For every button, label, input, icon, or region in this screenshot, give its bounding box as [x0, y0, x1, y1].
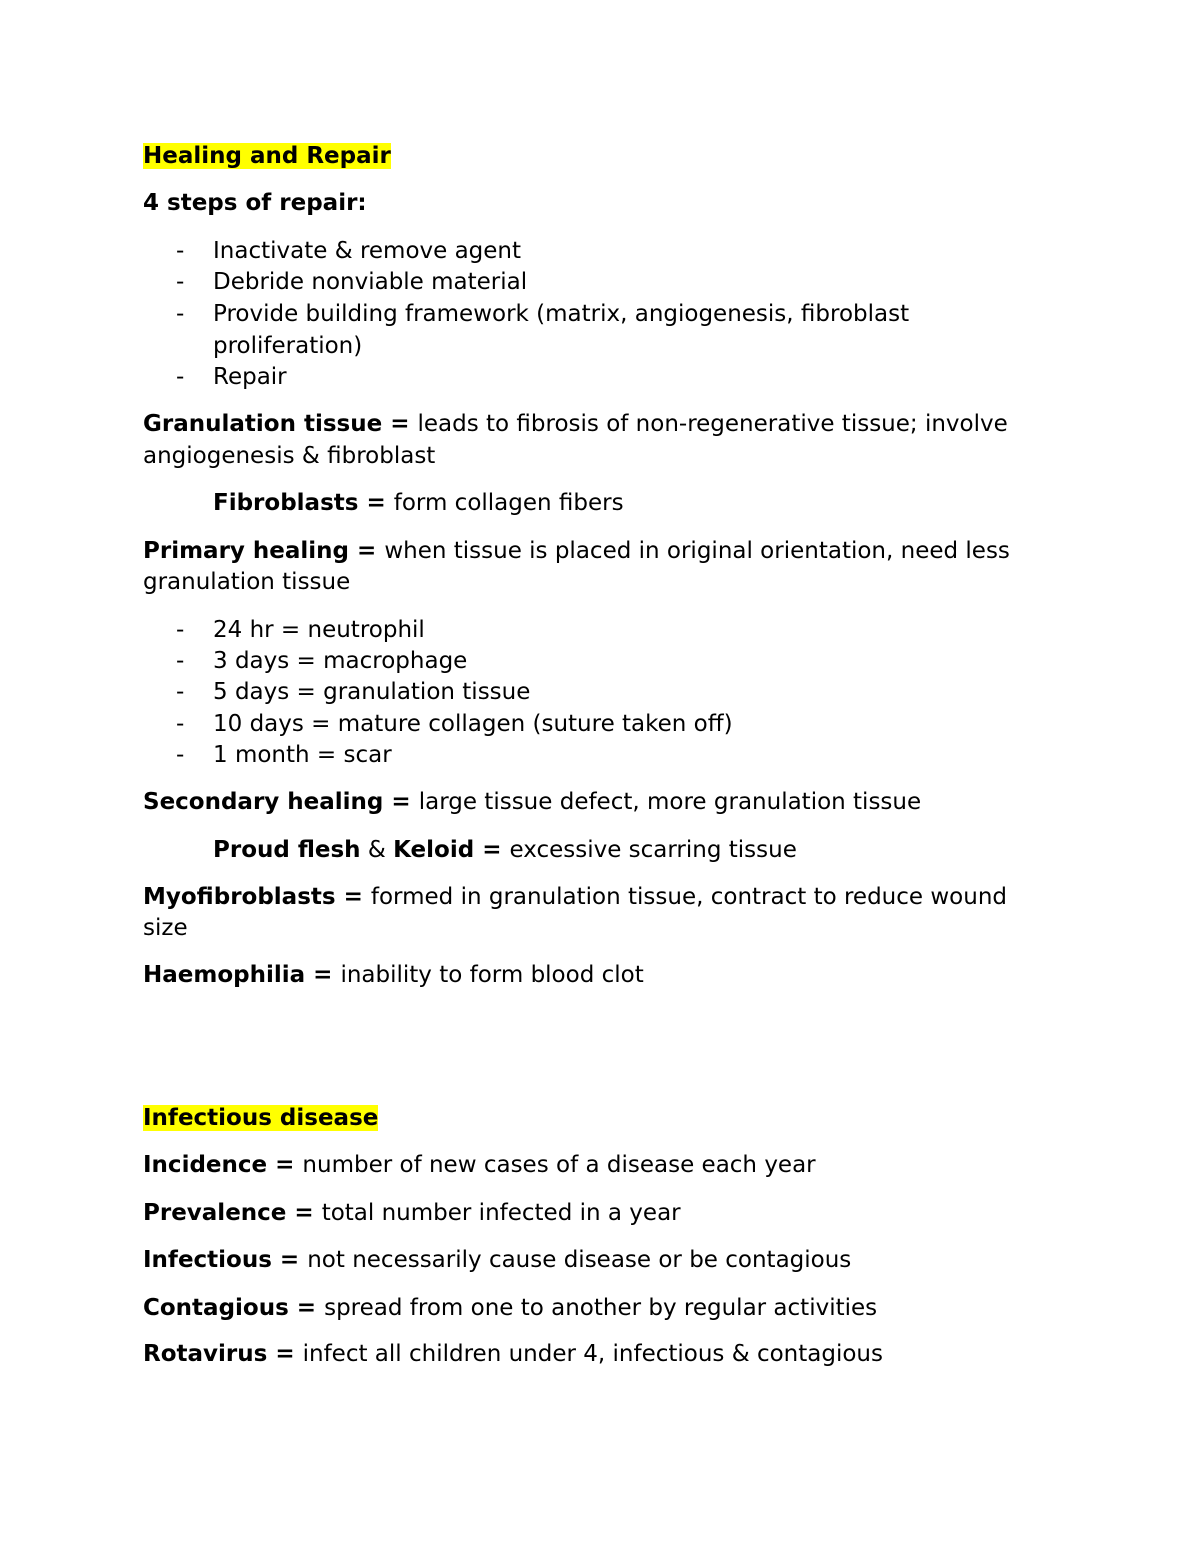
list-item: Repair: [213, 364, 287, 390]
definition-proud-flesh-keloid: [213, 834, 1113, 866]
heading-highlight: Healing and Repair: [143, 143, 391, 169]
term: Myofibroblasts: [143, 884, 336, 910]
bullet-marker: -: [176, 742, 185, 768]
definition-secondary-healing: [143, 786, 1043, 818]
equals: =: [358, 490, 394, 516]
bullet-marker: -: [176, 238, 185, 264]
definition-continuation: [143, 566, 1043, 598]
definition-text: size: [143, 915, 188, 941]
equals: =: [267, 1152, 303, 1178]
equals: =: [288, 1295, 325, 1321]
equals: =: [349, 538, 385, 564]
heading-highlight: Infectious disease: [143, 1105, 379, 1131]
term: Haemophilia: [143, 962, 306, 988]
definition-fibroblasts: [213, 487, 1113, 519]
list-item: 10 days = mature collagen (suture taken off): [213, 711, 733, 737]
definition-continuation: [143, 440, 1043, 472]
term: Prevalence: [143, 1200, 287, 1226]
list-item: Debride nonviable material: [213, 269, 528, 295]
definition-haemophilia: [143, 959, 1043, 991]
steps-title: [143, 187, 1043, 219]
term: Granulation tissue: [143, 411, 383, 437]
steps-title-text: 4 steps of repair:: [143, 190, 367, 216]
section-heading-infectious: [143, 1102, 1043, 1134]
equals: =: [335, 884, 371, 910]
definition-infectious: [143, 1244, 1043, 1276]
equals: =: [383, 789, 419, 815]
term: Fibroblasts: [213, 490, 359, 516]
definition-primary-healing: [143, 535, 1043, 567]
definition-text: not necessarily cause disease or be contagious: [307, 1247, 852, 1273]
bullet-marker: -: [176, 617, 185, 643]
equals: =: [474, 837, 510, 863]
equals: =: [382, 411, 418, 437]
definition-prevalence: [143, 1197, 1043, 1229]
equals: =: [286, 1200, 322, 1226]
bullet-marker: -: [176, 269, 185, 295]
bullet-marker: -: [176, 679, 185, 705]
ampersand: &: [360, 837, 394, 863]
list-item: 3 days = macrophage: [213, 648, 468, 674]
bullet-marker: -: [176, 301, 185, 327]
section-heading-healing: [143, 140, 1043, 172]
definition-contagious: [143, 1292, 1043, 1324]
term: Rotavirus: [143, 1341, 268, 1367]
list-item: 24 hr = neutrophil: [213, 617, 425, 643]
list-item-continuation: proliferation): [213, 333, 363, 359]
term: Secondary healing: [143, 789, 384, 815]
equals: =: [267, 1341, 303, 1367]
equals: =: [305, 962, 341, 988]
term: Keloid: [393, 837, 475, 863]
list-item: Provide building framework (matrix, angiogenesis, fibroblast: [213, 301, 910, 327]
term: Infectious: [143, 1247, 272, 1273]
term: Proud flesh: [213, 837, 361, 863]
definition-continuation: [143, 912, 1043, 944]
bullet-marker: -: [176, 648, 185, 674]
definition-text: infect all children under 4, infectious & contagious: [302, 1341, 883, 1367]
list-item: 5 days = granulation tissue: [213, 679, 531, 705]
definition-incidence: [143, 1149, 1043, 1181]
definition-text: angiogenesis & fibroblast: [143, 443, 436, 469]
definition-text: total number infected in a year: [321, 1200, 681, 1226]
definition-text: form collagen fibers: [393, 490, 624, 516]
term: Contagious: [143, 1295, 289, 1321]
definition-granulation: [143, 408, 1043, 440]
definition-text: inability to form blood clot: [340, 962, 644, 988]
definition-text: when tissue is placed in original orientation, need less: [384, 538, 1010, 564]
definition-text: granulation tissue: [143, 569, 351, 595]
definition-myofibroblasts: [143, 881, 1043, 913]
list-item: 1 month = scar: [213, 742, 392, 768]
definition-text: number of new cases of a disease each year: [302, 1152, 816, 1178]
definition-text: excessive scarring tissue: [509, 837, 797, 863]
definition-rotavirus: [143, 1338, 1043, 1370]
bullet-marker: -: [176, 711, 185, 737]
definition-text: formed in granulation tissue, contract to reduce wound: [370, 884, 1007, 910]
definition-text: large tissue defect, more granulation tissue: [418, 789, 922, 815]
term: Primary healing: [143, 538, 350, 564]
term: Incidence: [143, 1152, 268, 1178]
definition-text: spread from one to another by regular activities: [324, 1295, 878, 1321]
bullet-marker: -: [176, 364, 185, 390]
list-item: Inactivate & remove agent: [213, 238, 522, 264]
equals: =: [271, 1247, 308, 1273]
definition-text: leads to fibrosis of non-regenerative tissue; involve: [417, 411, 1008, 437]
